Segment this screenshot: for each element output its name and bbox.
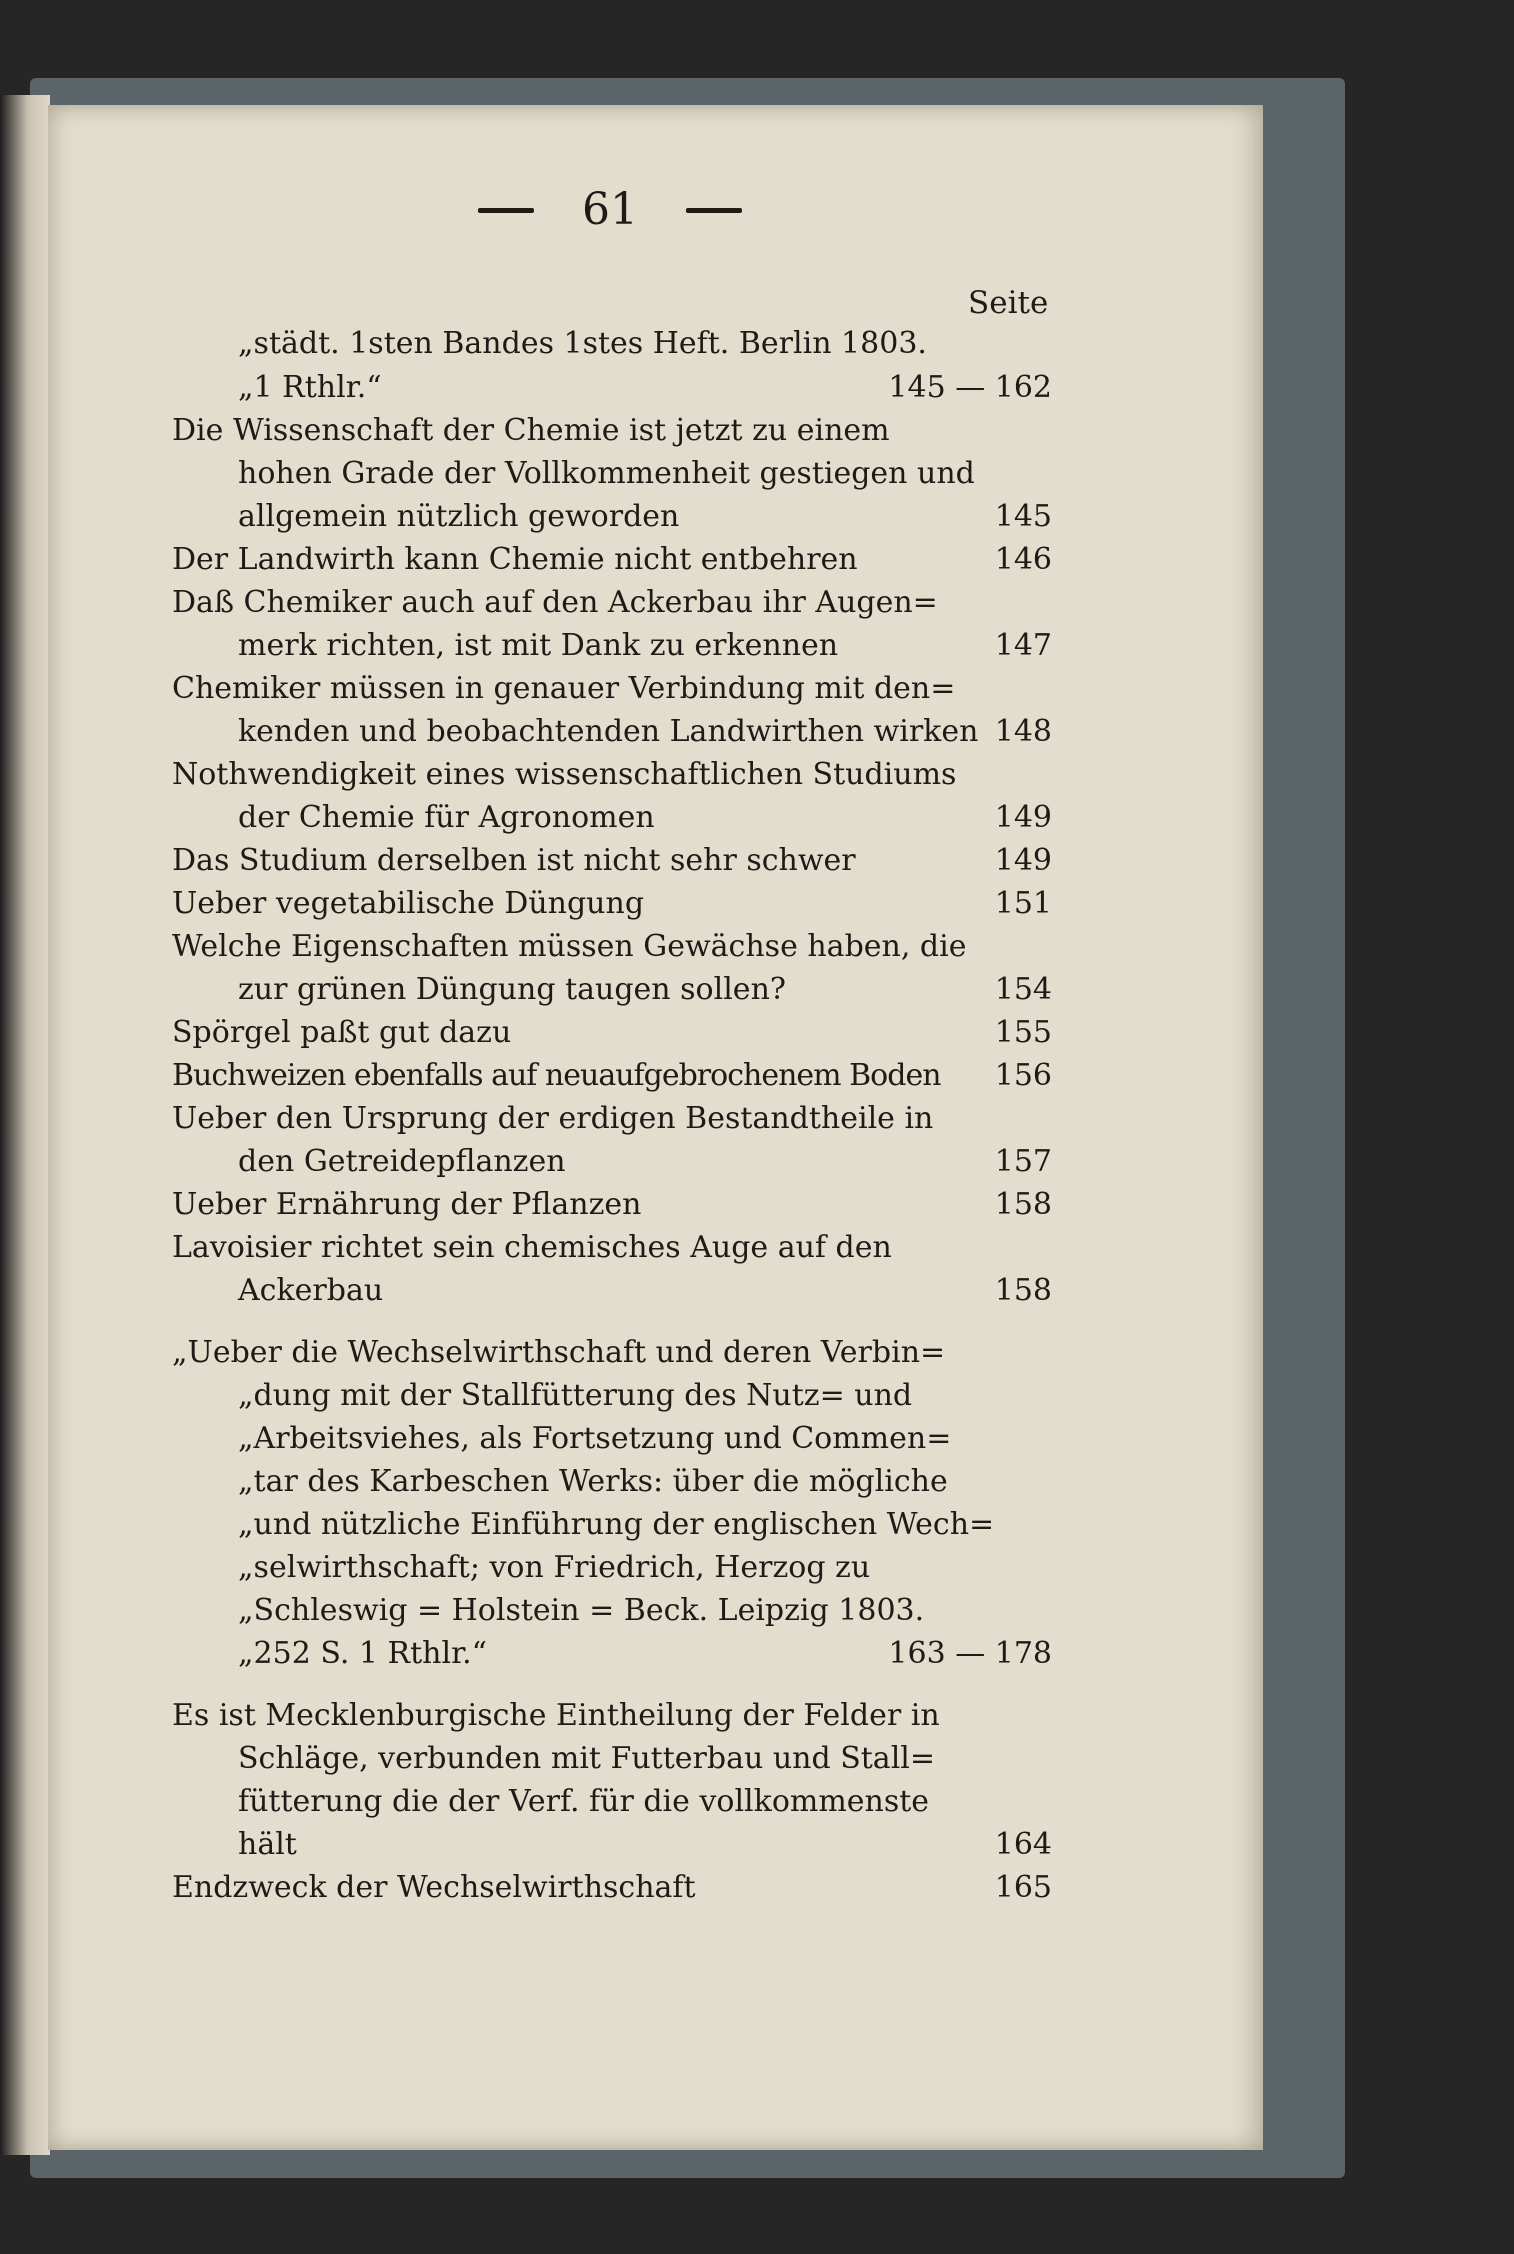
toc-text: Ueber Ernährung der Pflanzen	[172, 1187, 642, 1222]
toc-line	[172, 1100, 1052, 1138]
toc-text: merk richten, ist mit Dank zu erkennen	[238, 628, 839, 663]
toc-page: 148	[994, 714, 1052, 749]
toc-page: 158	[994, 1273, 1052, 1308]
toc-line	[238, 1143, 1052, 1181]
toc-page: 157	[994, 1144, 1052, 1179]
toc-text: Chemiker müssen in genauer Verbindung mit den=	[172, 671, 956, 706]
toc-page: 146	[994, 542, 1052, 577]
toc-line	[172, 1014, 1052, 1052]
toc-line	[238, 1592, 1052, 1630]
page-header	[420, 184, 800, 235]
toc-text: Spörgel paßt gut dazu	[172, 1015, 512, 1050]
toc-text: Es ist Mecklenburgische Eintheilung der Felder in	[172, 1698, 940, 1733]
toc-page: 164	[994, 1827, 1052, 1862]
toc-text: „1 Rthlr.“	[238, 370, 382, 405]
toc-line	[238, 1783, 1052, 1821]
toc-page: 158	[994, 1187, 1052, 1222]
toc-text: „und nützliche Einführung der englischen Wech=	[238, 1507, 995, 1542]
toc-line	[238, 1272, 1052, 1310]
toc-line	[172, 670, 1052, 708]
toc-text: „Schleswig = Holstein = Beck. Leipzig 1803.	[238, 1593, 925, 1628]
toc-text: Endzweck der Wechselwirthschaft	[172, 1870, 696, 1905]
toc-line	[172, 412, 1052, 450]
toc-text: hält	[238, 1827, 297, 1862]
toc-line	[172, 1869, 1052, 1907]
toc-page: 151	[994, 886, 1052, 921]
toc-line	[172, 1697, 1052, 1735]
toc-text: kenden und beobachtenden Landwirthen wirken	[238, 714, 979, 749]
toc-line	[238, 1826, 1052, 1864]
toc-line	[238, 971, 1052, 1009]
toc-line	[238, 1506, 1052, 1544]
toc-text: Nothwendigkeit eines wissenschaftlichen Studiums	[172, 757, 957, 792]
toc-line	[172, 1057, 1052, 1095]
toc-text: „städt. 1sten Bandes 1stes Heft. Berlin 1803.	[238, 326, 927, 361]
header-dash-left	[478, 208, 534, 213]
toc-line	[238, 455, 1052, 493]
toc-text: „Ueber die Wechselwirthschaft und deren Verbin=	[172, 1335, 946, 1370]
toc-text: Der Landwirth kann Chemie nicht entbehren	[172, 542, 858, 577]
toc-text: Buchweizen ebenfalls auf neuaufgebrochenem Boden	[172, 1058, 941, 1093]
toc-line	[238, 1740, 1052, 1778]
toc-page: 154	[994, 972, 1052, 1007]
toc-page: 155	[994, 1015, 1052, 1050]
toc-line	[238, 369, 1052, 407]
toc-line	[238, 627, 1052, 665]
toc-line	[238, 1635, 1052, 1673]
toc-line	[238, 1420, 1052, 1458]
toc-page: 163 — 178	[888, 1636, 1052, 1671]
toc-line	[172, 1229, 1052, 1267]
toc-page: 156	[994, 1058, 1052, 1093]
toc-line	[172, 756, 1052, 794]
toc-text: „Arbeitsviehes, als Fortsetzung und Commen=	[238, 1421, 952, 1456]
column-header-seite: Seite	[968, 285, 1049, 321]
toc-text: den Getreidepflanzen	[238, 1144, 566, 1179]
toc-text: der Chemie für Agronomen	[238, 800, 655, 835]
toc-line	[238, 1463, 1052, 1501]
toc-text: fütterung die der Verf. für die vollkommenste	[238, 1784, 930, 1819]
toc-text: Daß Chemiker auch auf den Ackerbau ihr Augen=	[172, 585, 938, 620]
toc-text: „selwirthschaft; von Friedrich, Herzog zu	[238, 1550, 871, 1585]
page-number: 61	[582, 184, 638, 235]
toc-text: Die Wissenschaft der Chemie ist jetzt zu einem	[172, 413, 890, 448]
toc-text: Lavoisier richtet sein chemisches Auge auf den	[172, 1230, 892, 1265]
toc-text: hohen Grade der Vollkommenheit gestiegen und	[238, 456, 975, 491]
toc-line	[238, 325, 1052, 363]
toc-text: „dung mit der Stallfütterung des Nutz= und	[238, 1378, 913, 1413]
toc-text: Ueber den Ursprung der erdigen Bestandtheile in	[172, 1101, 934, 1136]
toc-line	[172, 842, 1052, 880]
header-dash-right	[686, 208, 742, 213]
toc-line	[238, 498, 1052, 536]
toc-page: 147	[994, 628, 1052, 663]
facing-page-edge	[0, 95, 50, 2155]
toc-page: 149	[994, 843, 1052, 878]
toc-text: Ackerbau	[238, 1273, 384, 1308]
toc-text: Ueber vegetabilische Düngung	[172, 886, 645, 921]
toc-text: Das Studium derselben ist nicht sehr schwer	[172, 843, 856, 878]
toc-line	[172, 1186, 1052, 1224]
toc-line	[172, 928, 1052, 966]
toc-line	[238, 799, 1052, 837]
toc-line	[238, 713, 1052, 751]
toc-line	[172, 584, 1052, 622]
toc-page: 149	[994, 800, 1052, 835]
toc-text: „tar des Karbeschen Werks: über die mögliche	[238, 1464, 948, 1499]
toc-line	[238, 1377, 1052, 1415]
toc-text: „252 S. 1 Rthlr.“	[238, 1636, 487, 1671]
toc-page: 165	[994, 1870, 1052, 1905]
toc-line	[172, 541, 1052, 579]
toc-text: allgemein nützlich geworden	[238, 499, 680, 534]
toc-line	[238, 1549, 1052, 1587]
toc-page: 145 — 162	[888, 370, 1052, 405]
toc-text: zur grünen Düngung taugen sollen?	[238, 972, 786, 1007]
toc-line	[172, 885, 1052, 923]
toc-line	[172, 1334, 1052, 1372]
toc-text: Schläge, verbunden mit Futterbau und Stall=	[238, 1741, 936, 1776]
toc-text: Welche Eigenschaften müssen Gewächse haben, die	[172, 929, 967, 964]
toc-page: 145	[994, 499, 1052, 534]
